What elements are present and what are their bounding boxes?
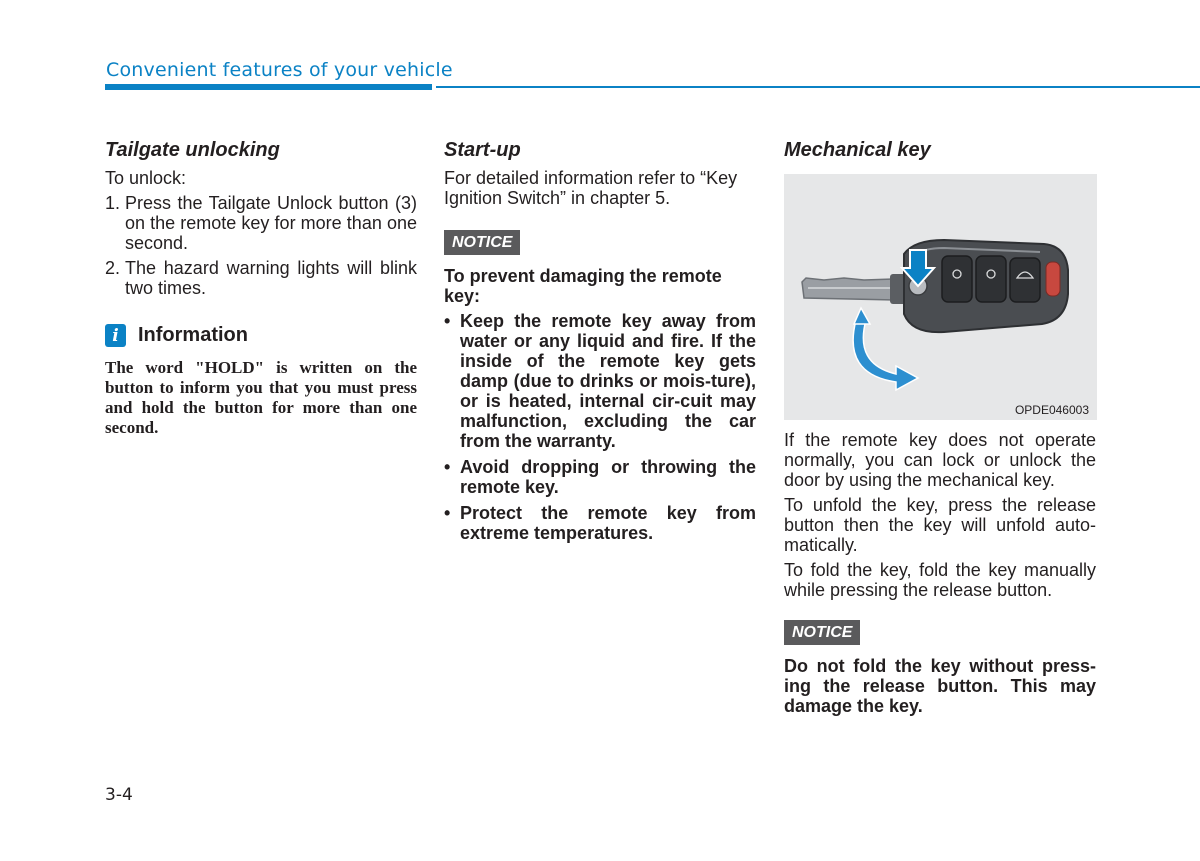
column-tailgate-unlocking: [105, 138, 417, 438]
tailgate-button: [1010, 258, 1040, 302]
rotate-arrow-head-icon: [854, 308, 870, 324]
information-text: The word "HOLD" is written on the button to inform you that you must press and hold the button for more than one second.: [105, 358, 417, 437]
rotate-arrow-icon: [853, 320, 918, 390]
bullet-dot: •: [444, 311, 451, 331]
notice-intro: To prevent damaging the remote key:: [444, 266, 722, 306]
notice-bullets: [444, 311, 756, 543]
step-text: Press the Tailgate Unlock button (3) on the remote key for more than one second.: [125, 193, 417, 253]
information-title: Information: [138, 324, 248, 346]
bullet-dot: •: [444, 457, 451, 477]
steps-list: [105, 193, 417, 298]
list-item: [444, 503, 756, 543]
bullet-dot: •: [444, 503, 451, 523]
remote-key-figure: [784, 174, 1097, 420]
remote-key-illustration: [784, 174, 1097, 420]
section-header-title: Convenient features of your vehicle: [106, 59, 453, 81]
header-rule-thin: [436, 86, 1200, 88]
bullet-text: Protect the remote key from extreme temperatures.: [460, 503, 756, 543]
heading-start-up: Start-up: [444, 139, 521, 161]
mech-key-paragraph: To fold the key, fold the key manually while pressing the release button.: [784, 560, 1096, 600]
start-up-text: For detailed information refer to “Key Ignition Switch” in chapter 5.: [444, 168, 738, 208]
step-text: The hazard warning lights will blink two times.: [125, 258, 417, 298]
figure-code: OPDE046003: [1014, 403, 1089, 417]
step-number: 1.: [105, 193, 121, 213]
column-start-up: [444, 138, 756, 549]
notice-badge: NOTICE: [784, 620, 860, 645]
lock-button: [942, 256, 972, 302]
heading-tailgate-unlocking: Tailgate unlocking: [105, 139, 280, 161]
information-header: [105, 324, 417, 347]
mech-key-paragraph: If the remote key does not operate normally, you can lock or unlock the door by using the mechanical key.: [784, 430, 1096, 490]
list-item: [444, 457, 756, 497]
list-item: [105, 193, 417, 253]
bullet-text: Keep the remote key away from water or any liquid and fire. If the inside of the remote key gets damp (due to drinks or mois-ture), or is heated, internal cir-cuit may malfunction, excluding the car from the warranty.: [460, 311, 756, 451]
list-item: [105, 258, 417, 298]
header-rule-thick: [105, 84, 432, 90]
panic-button: [1046, 262, 1060, 296]
bullet-text: Avoid dropping or throwing the remote key.: [460, 457, 756, 497]
heading-mechanical-key: Mechanical key: [784, 139, 931, 161]
notice-text: Do not fold the key without press-ing the release button. This may damage the key.: [784, 656, 1096, 716]
page-number: 3-4: [105, 785, 133, 805]
mech-key-paragraph: To unfold the key, press the release button then the key will unfold auto-matically.: [784, 495, 1096, 555]
info-icon: i: [105, 324, 126, 347]
step-number: 2.: [105, 258, 121, 278]
intro-text: To unlock:: [105, 168, 187, 188]
unlock-button: [976, 256, 1006, 302]
list-item: [444, 311, 756, 451]
notice-badge: NOTICE: [444, 230, 520, 255]
column-mechanical-key: [784, 138, 1096, 716]
